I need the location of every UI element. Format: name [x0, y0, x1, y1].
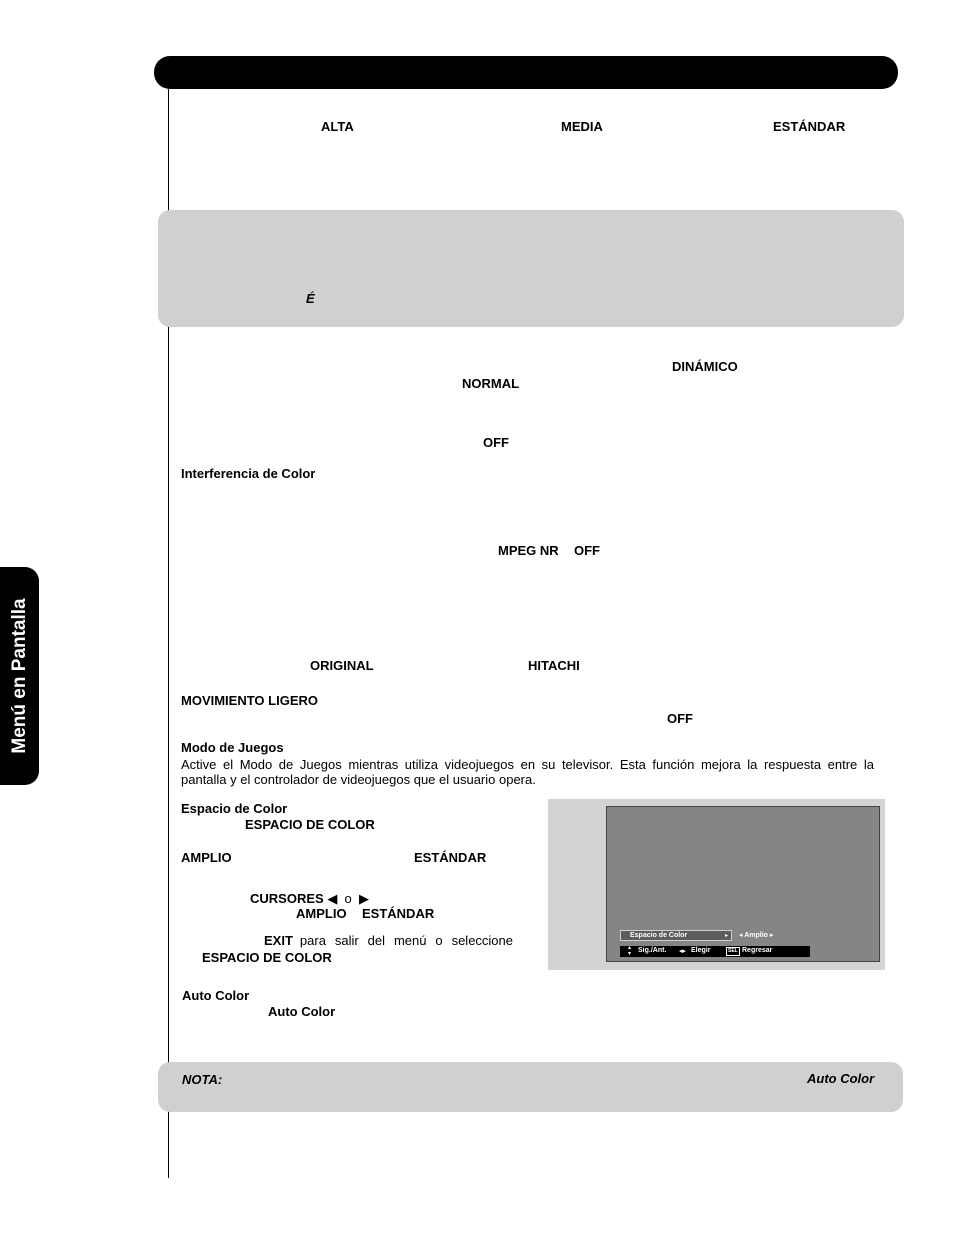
heading-interferencia: Interferencia de Color [181, 466, 316, 481]
auto-color-label: Auto Color [268, 1004, 336, 1019]
heading-espacio-color: Espacio de Color [181, 801, 288, 816]
exit-line [264, 933, 513, 948]
osd-item-arrow-icon: ▸ [725, 933, 729, 939]
right-arrow-icon: ▶ [359, 891, 370, 906]
cursores-label: CURSORES [250, 891, 324, 906]
heading-modo-juegos: Modo de Juegos [181, 740, 284, 755]
heading-movimiento: MOVIMIENTO LIGERO [181, 693, 318, 708]
cine-hitachi: HITACHI [528, 658, 580, 673]
mpeg-off: OFF [574, 543, 600, 558]
header-bar [154, 56, 898, 89]
osd-item-label: Espacio de Color [630, 932, 688, 939]
osd-nav3: Regresar [742, 947, 773, 954]
modo-juegos-line1: Active el Modo de Juegos mientras utiliza videojuegos en su televisor. Esta función mejora la respuesta entre la [181, 757, 874, 772]
espacio-amplio: AMPLIO [181, 850, 232, 865]
osd-item-value: Amplio [744, 932, 768, 939]
left-arrow-icon: ◀ [327, 891, 338, 906]
sel-icon: SEL [728, 948, 738, 954]
modo-juegos-line2: pantalla y el controlador de videojuegos que el usuario opera. [181, 772, 536, 787]
espacio-color-label: ESPACIO DE COLOR [245, 817, 375, 832]
espacio-color-label-2: ESPACIO DE COLOR [202, 950, 332, 965]
mode-normal: NORMAL [462, 376, 520, 391]
exit-text: para salir del menú o seleccione [299, 933, 513, 948]
updown-icon: ▴ ▾ [628, 945, 632, 957]
espacio-estandar: ESTÁNDAR [414, 850, 487, 865]
movimiento-off: OFF [667, 711, 693, 726]
nota-auto-color: Auto Color [807, 1071, 875, 1086]
level-estandar: ESTÁNDAR [773, 119, 846, 134]
osd-menu-item [620, 930, 732, 941]
espacio-amplio-2: AMPLIO [296, 906, 347, 921]
leftright-icon: ◂▸ [679, 948, 687, 955]
nota-label: NOTA: [182, 1072, 223, 1087]
mpeg-label: MPEG NR [498, 543, 559, 558]
cine-original: ORIGINAL [310, 658, 374, 673]
osd-item-value-wrap: ◂ Amplio ▸ [739, 932, 774, 939]
cursores-line [250, 891, 369, 907]
osd-nav-bar [620, 946, 810, 957]
level-media: MEDIA [561, 119, 603, 134]
espacio-estandar-2: ESTÁNDAR [362, 906, 435, 921]
heading-auto-color: Auto Color [182, 988, 250, 1003]
note-box [158, 210, 904, 327]
level-alta: ALTA [321, 119, 354, 134]
osd-nav1: Sig./Ant. [638, 947, 667, 954]
osd-nav2: Elegir [691, 947, 711, 954]
cursores-o: o [344, 891, 352, 906]
exit-label: EXIT [264, 933, 293, 948]
mode-off: OFF [483, 435, 509, 450]
nota-box [158, 1062, 903, 1112]
note-box-char: É [306, 291, 315, 306]
mode-dinamico: DINÁMICO [672, 359, 738, 374]
side-tab [0, 567, 39, 785]
side-tab-label: Menú en Pantalla [8, 598, 30, 754]
